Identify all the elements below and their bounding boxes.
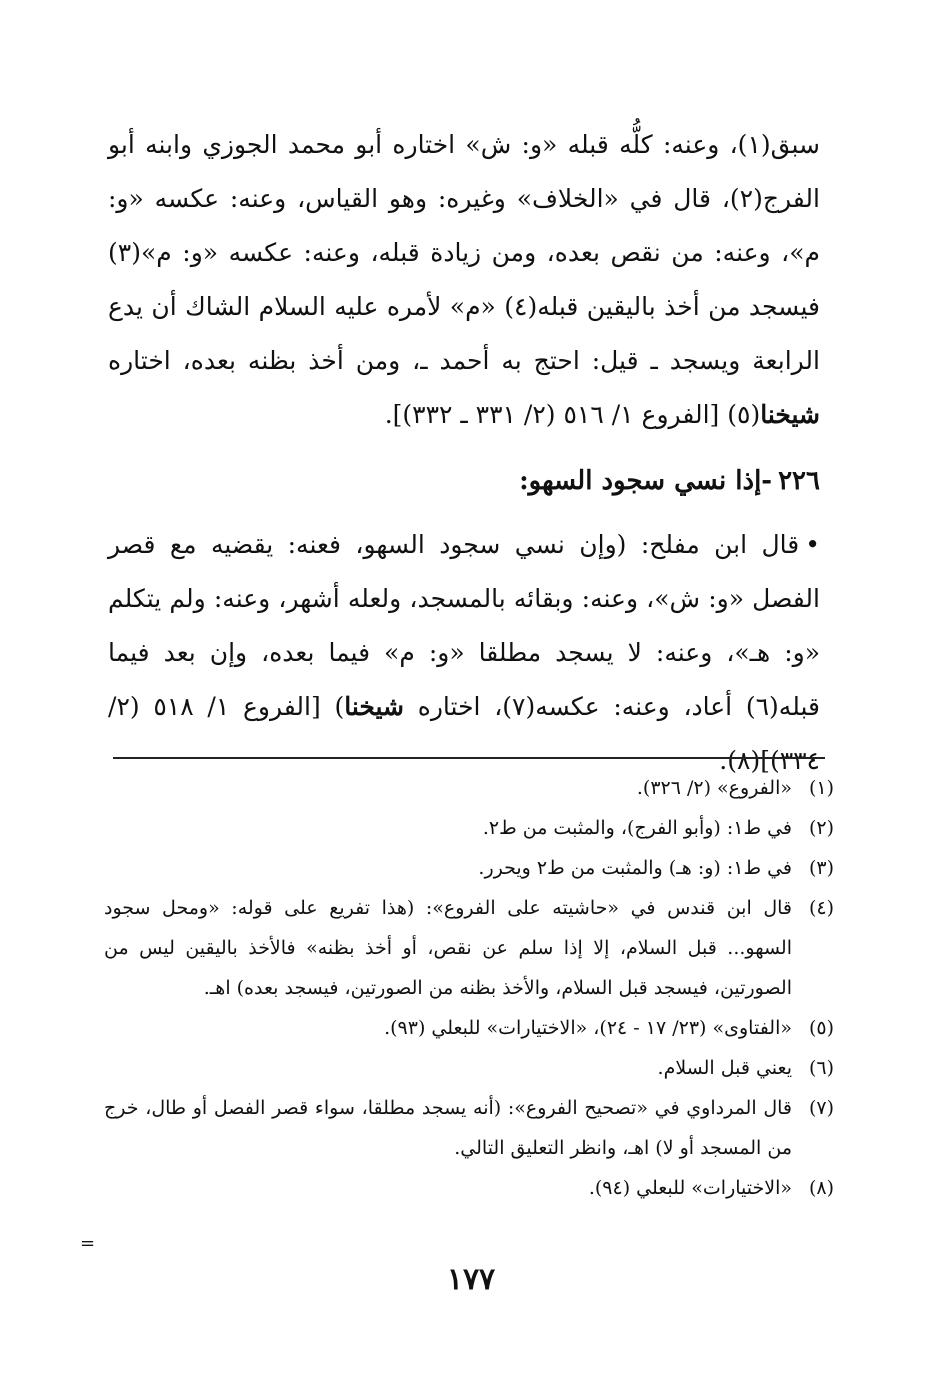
footnote-number: (٧) [808,1097,834,1119]
footnote-text: في ط١: (وأبو الفرج)، والمثبت من ط٢. [482,817,792,839]
footnote-number: (٤) [808,897,834,919]
section-title: -إذا نسي سجود السهو: [519,466,773,496]
footnote-number: (٣) [808,857,834,879]
paragraph-2-bold: شيخنا [344,692,404,721]
paragraph-1 [108,118,820,442]
paragraph-2-end: ) [الفروع ١/ ٥١٨ (٢/ ٣٣٤)](٨). [108,692,820,775]
footnote-number: (٦) [808,1057,834,1079]
footnote [104,768,834,808]
footnote-text: قال ابن قندس في «حاشيته على الفروع»: (هذا تفريع على قوله: «ومحل سجود السهو... قبل السلام، إلا إذا سلم عن نقص، أو أخذ بظنه» فالأخذ باليقين ليس من الصورتين، فيسجد قبل السلام، والأخذ بظنه من الصورتين، فيسجد بعده) اهـ. [104,897,792,999]
main-text [108,118,820,788]
footnote-text: «الفتاوى» (٢٣/ ١٧ - ٢٤)، «الاختيارات» للبعلي (٩٣). [384,1017,792,1039]
footnotes-list [104,768,834,1208]
paragraph-1-bold: شيخنا [760,400,820,429]
paragraph-2 [108,518,820,788]
footnote [104,808,834,848]
footnote-text: قال المرداوي في «تصحيح الفروع»: (أنه يسجد مطلقا، سواء قصر الفصل أو طال، خرج من المسجد أو لا) اهـ، وانظر التعليق التالي. [104,1097,792,1159]
page-number: ١٧٧ [446,1262,496,1297]
footnote-number: (٢) [808,817,834,839]
section-heading [108,454,820,508]
footnote-text: «الاختيارات» للبعلي (٩٤). [588,1177,792,1199]
paragraph-2-text: قال ابن مفلح: (وإن نسي سجود السهو، فعنه: يقضيه مع قصر الفصل «و: ش»، وعنه: وبقائه بالمسجد، ولعله أشهر، وعنه: ولم يتكلم «و: هـ»، وعنه: لا يسجد مطلقا «و: م» فيما بعده، وإن بعد فيما قبله(٦) أعاد، وعنه: عكسه(٧)، اختاره [108,530,820,721]
footnote [104,1088,834,1168]
bullet-icon: • [805,530,820,559]
section-number: ٢٢٦ [778,466,820,496]
footnote [104,1008,834,1048]
footnote [104,1168,834,1208]
footnote-number: (٨) [808,1177,834,1199]
footnote-text: في ط١: (و: هـ) والمثبت من ط٢ ويحرر. [478,857,792,879]
footnote-number: (٥) [808,1017,834,1039]
footnote [104,888,834,1008]
footnote-text: يعني قبل السلام. [657,1057,792,1079]
footnote [104,848,834,888]
paragraph-1-end: (٥) [الفروع ١/ ٥١٦ (٢/ ٣٣١ ـ ٣٣٢)]. [384,400,761,429]
footnote-text: «الفروع» (٢/ ٣٢٦). [636,777,792,799]
footnote-number: (١) [808,777,834,799]
paragraph-1-text: سبق(١)، وعنه: كلُّه قبله «و: ش» اختاره أبو محمد الجوزي وابنه أبو الفرج(٢)، قال في «الخلاف» وغيره: وهو القياس، وعنه: عكسه «و: م»، وعنه: من نقص بعده، ومن زيادة قبله، وعنه: عكسه «و: م»(٣) فيسجد من أخذ باليقين قبله(٤) «م» لأمره عليه السلام الشاك أن يدع الرابعة ويسجد ـ قيل: احتج به أحمد ـ، ومن أخذ بظنه بعده، اختاره [108,130,820,375]
footnote [104,1048,834,1088]
continuation-mark: = [80,1233,96,1254]
footnote-separator [113,757,825,759]
